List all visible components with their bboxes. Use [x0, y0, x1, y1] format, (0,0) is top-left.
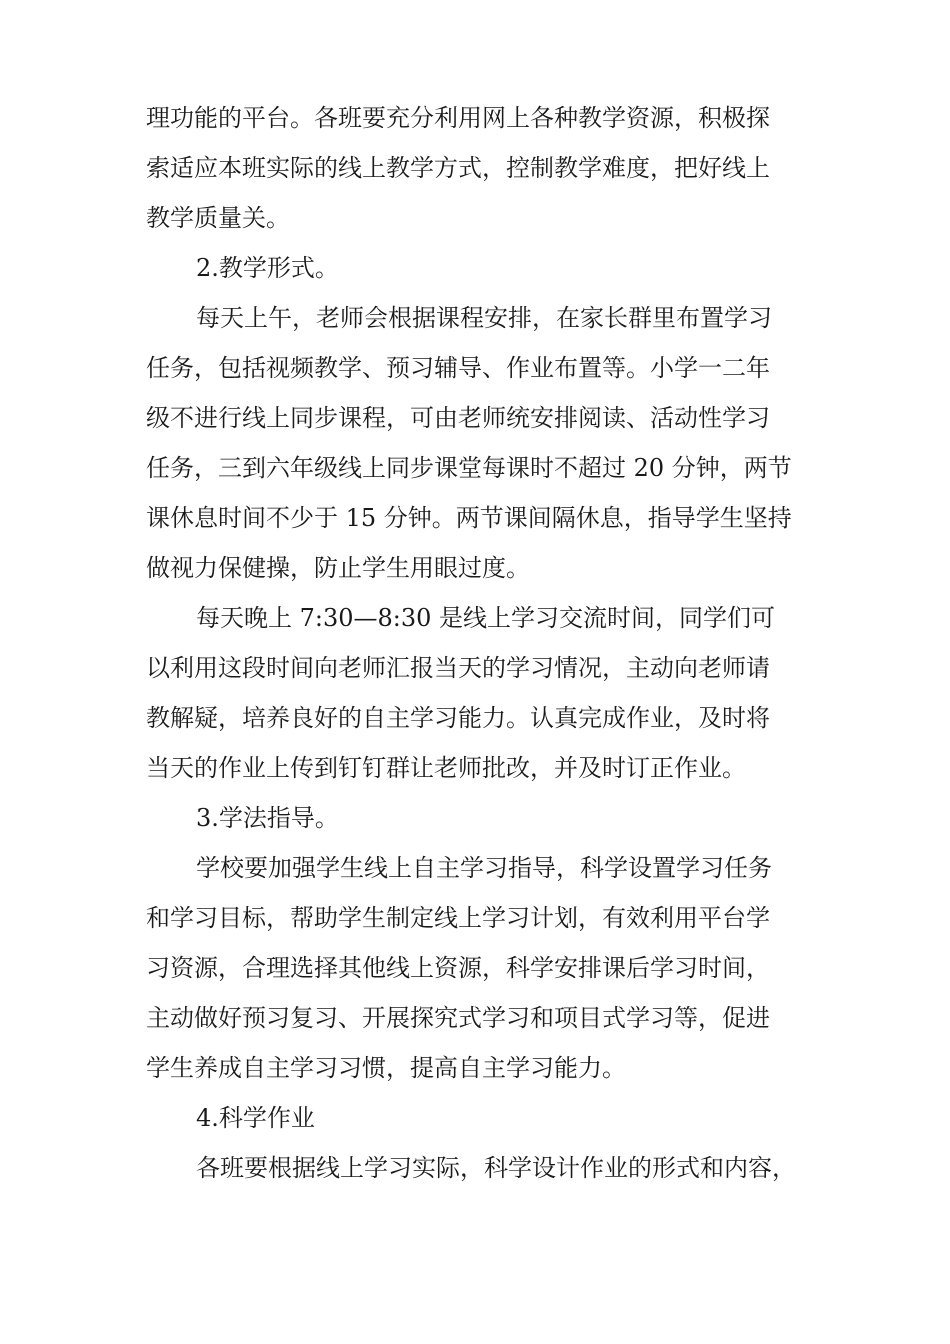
- text-line-2: 索适应本班实际的线上教学方式，控制教学难度，把好线上: [146, 154, 770, 182]
- text-line-13: 教解疑，培养良好的自主学习能力。认真完成作业，及时将: [146, 704, 770, 732]
- section-heading-study-guidance: 3.学法指导。: [196, 804, 339, 832]
- text-line-14: 当天的作业上传到钉钉群让老师批改，并及时订正作业。: [146, 754, 746, 782]
- text-line-18: 习资源，合理选择其他线上资源，科学安排课后学习时间，: [146, 954, 770, 982]
- text-line-19: 主动做好预习复习、开展探究式学习和项目式学习等，促进: [146, 1004, 770, 1032]
- text-line-16: 学校要加强学生线上自主学习指导，科学设置学习任务: [196, 854, 772, 882]
- section-heading-teaching-form: 2.教学形式。: [196, 254, 339, 282]
- text-line-9: 课休息时间不少于 15 分钟。两节课间隔休息，指导学生坚持: [146, 504, 792, 532]
- section-heading-scientific-homework: 4.科学作业: [196, 1104, 315, 1132]
- text-line-8: 任务，三到六年级线上同步课堂每课时不超过 20 分钟，两节: [146, 454, 792, 482]
- text-line-22: 各班要根据线上学习实际，科学设计作业的形式和内容，: [196, 1154, 796, 1182]
- text-line-7: 级不进行线上同步课程，可由老师统安排阅读、活动性学习: [146, 404, 770, 432]
- text-line-17: 和学习目标，帮助学生制定线上学习计划，有效利用平台学: [146, 904, 770, 932]
- text-line-6: 任务，包括视频教学、预习辅导、作业布置等。小学一二年: [146, 354, 770, 382]
- text-line-20: 学生养成自主学习习惯，提高自主学习能力。: [146, 1054, 626, 1082]
- text-line-12: 以利用这段时间向老师汇报当天的学习情况，主动向老师请: [146, 654, 770, 682]
- text-line-11: 每天晚上 7:30—8:30 是线上学习交流时间，同学们可: [196, 604, 776, 632]
- text-line-1: 理功能的平台。各班要充分利用网上各种教学资源，积极探: [146, 104, 770, 132]
- text-line-10: 做视力保健操，防止学生用眼过度。: [146, 554, 530, 582]
- text-line-5: 每天上午，老师会根据课程安排，在家长群里布置学习: [196, 304, 772, 332]
- text-line-3: 教学质量关。: [146, 204, 290, 232]
